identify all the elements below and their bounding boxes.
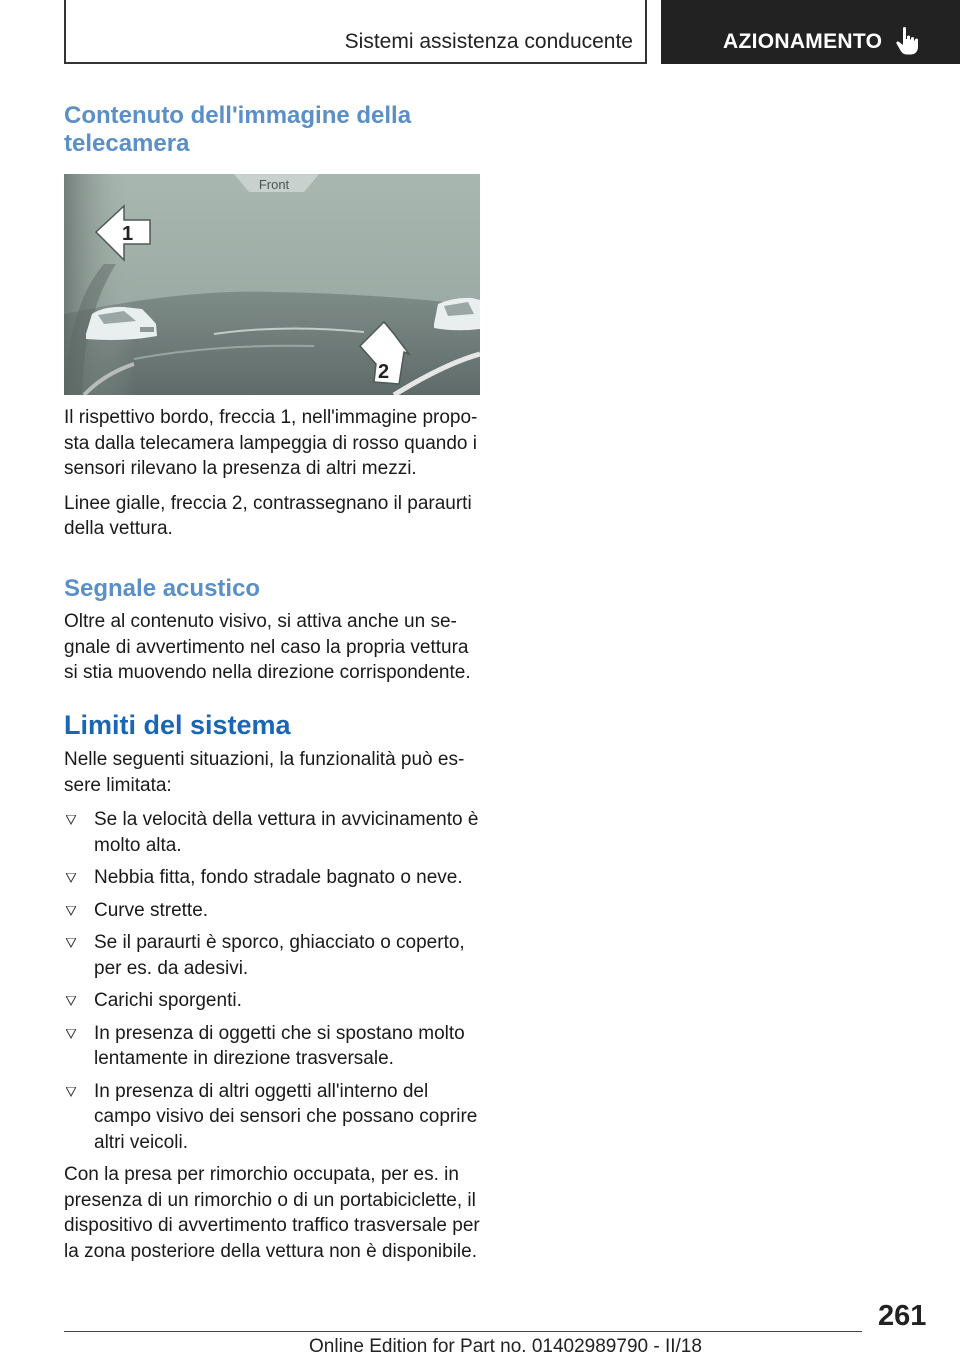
footer-edition-text: Online Edition for Part no. 01402989790 - II/18	[309, 1336, 702, 1357]
list-item: Curve strette.	[64, 898, 482, 924]
camera-image	[64, 174, 480, 395]
list-item: Nebbia fitta, fondo stradale bagnato o neve.	[64, 865, 482, 891]
list-item: In presenza di oggetti che si spostano molto lentamente in direzione trasversale.	[64, 1021, 482, 1072]
chapter-title: AZIONAMENTO	[723, 30, 883, 53]
section-title: Sistemi assistenza conducente	[344, 30, 633, 53]
footer-divider	[64, 1331, 862, 1332]
camera-paragraph-1: Il rispettivo bordo, freccia 1, nell'immagine propo-sta dalla telecamera lampeggia di rosso quando i sensori rilevano la presenza di altri mezzi.	[64, 407, 478, 479]
front-label: Front	[258, 177, 290, 192]
limits-closing: Con la presa per rimorchio occupata, per es. in presenza di un rimorchio o di un portabiciclette, il dispositivo di avvertimento traffico trasversale per la zona posteriore della vettura non è disponibile.	[64, 1164, 480, 1262]
camera-view-illustration	[64, 174, 480, 395]
camera-section-heading: Contenuto dell'immagine della telecamera	[64, 102, 412, 157]
list-item: Se il paraurti è sporco, ghiacciato o coperto, per es. da adesivi.	[64, 930, 482, 981]
callout-1: 1	[122, 223, 134, 245]
bullet-triangle-icon	[66, 996, 76, 1006]
bullet-triangle-icon	[66, 938, 76, 948]
bullet-triangle-icon	[66, 906, 76, 916]
bullet-triangle-icon	[66, 1087, 76, 1097]
chapter-tab	[661, 0, 960, 64]
list-item: Carichi sporgenti.	[64, 988, 482, 1014]
bullet-triangle-icon	[66, 873, 76, 883]
header-section-box	[64, 0, 647, 64]
page-number: 261	[878, 1300, 927, 1332]
bullet-triangle-icon	[66, 1029, 76, 1039]
list-item: In presenza di altri oggetti all'interno del campo visivo dei sensori che possano coprire altri veicoli.	[64, 1079, 482, 1156]
bullet-triangle-icon	[66, 815, 76, 825]
list-item: Se la velocità della vettura in avvicinamento è molto alta.	[64, 807, 482, 858]
audio-section-heading: Segnale acustico	[64, 575, 261, 602]
pointing-hand-icon	[894, 26, 920, 56]
limits-list	[64, 807, 482, 1155]
limits-intro: Nelle seguenti situazioni, la funzionalità può es-sere limitata:	[64, 749, 465, 796]
audio-paragraph: Oltre al contenuto visivo, si attiva anche un se-gnale di avvertimento nel caso la propria vettura si stia muovendo nella direzione corrispondente.	[64, 611, 471, 683]
camera-paragraph-2: Linee gialle, freccia 2, contrassegnano il paraurti della vettura.	[64, 492, 472, 539]
limits-section-heading: Limiti del sistema	[64, 710, 291, 740]
callout-2: 2	[378, 361, 390, 383]
